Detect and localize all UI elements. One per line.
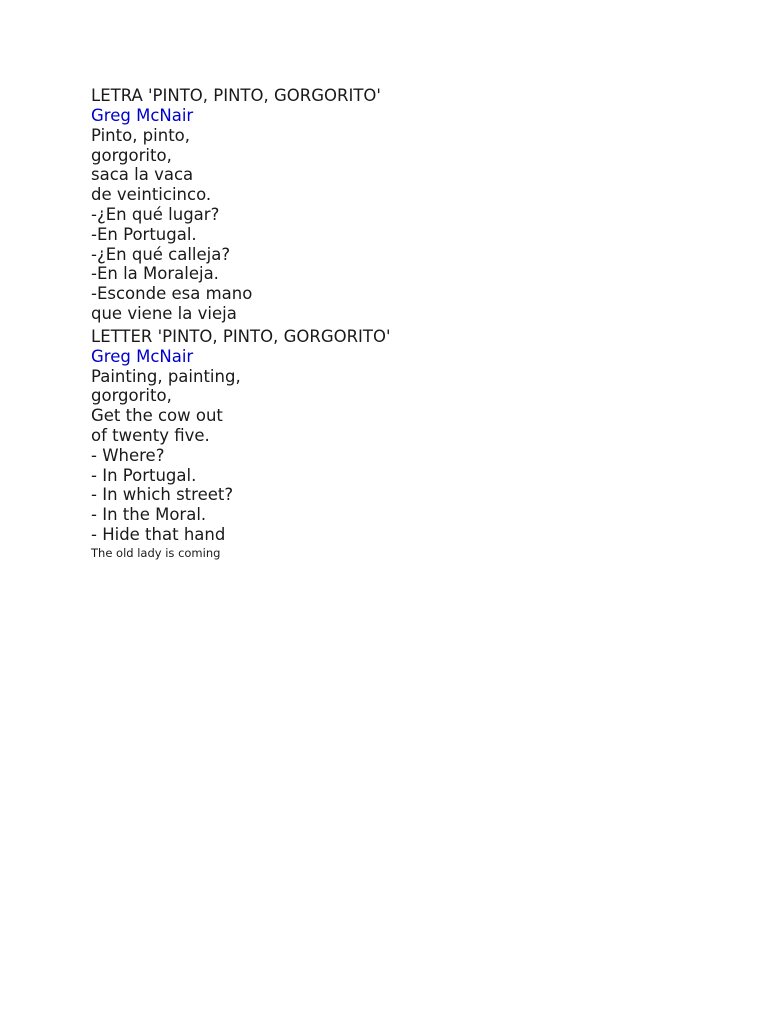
english-author-link[interactable]: Greg McNair	[91, 346, 194, 366]
spanish-lyric-line: saca la vaca	[91, 165, 194, 185]
spanish-lyric-line: -¿En qué calleja?	[91, 244, 231, 264]
lyrics-text-block	[91, 86, 391, 561]
spanish-title: LETRA 'PINTO, PINTO, GORGORITO'	[91, 86, 381, 105]
english-lyric-line: gorgorito,	[91, 386, 172, 406]
spanish-lyric-line: -En la Moraleja.	[91, 264, 219, 284]
spanish-lyric-line: -Esconde esa mano	[91, 284, 253, 304]
spanish-lyric-line: gorgorito,	[91, 145, 172, 165]
english-lyric-line: - In the Moral.	[91, 505, 207, 525]
spanish-lyric-line: de veinticinco.	[91, 185, 212, 205]
english-lyric-line: of twenty five.	[91, 425, 210, 445]
spanish-lyric-line: Pinto, pinto,	[91, 125, 191, 145]
english-title: LETTER 'PINTO, PINTO, GORGORITO'	[91, 326, 391, 346]
english-lyric-line: - In Portugal.	[91, 465, 197, 485]
spanish-author-link[interactable]: Greg McNair	[91, 106, 194, 125]
spanish-lyric-line: que viene la vieja	[91, 303, 237, 323]
spanish-lyric-line: -En Portugal.	[91, 224, 197, 244]
english-lyric-line: Get the cow out	[91, 406, 223, 426]
english-lyric-line: - Where?	[91, 445, 165, 465]
spanish-lyric-line: -¿En qué lugar?	[91, 204, 220, 224]
english-final-line: The old lady is coming	[91, 545, 221, 560]
english-lyric-line: - In which street?	[91, 485, 234, 505]
english-lyric-line: Painting, painting,	[91, 366, 241, 386]
english-lyric-line: - Hide that hand	[91, 524, 226, 544]
